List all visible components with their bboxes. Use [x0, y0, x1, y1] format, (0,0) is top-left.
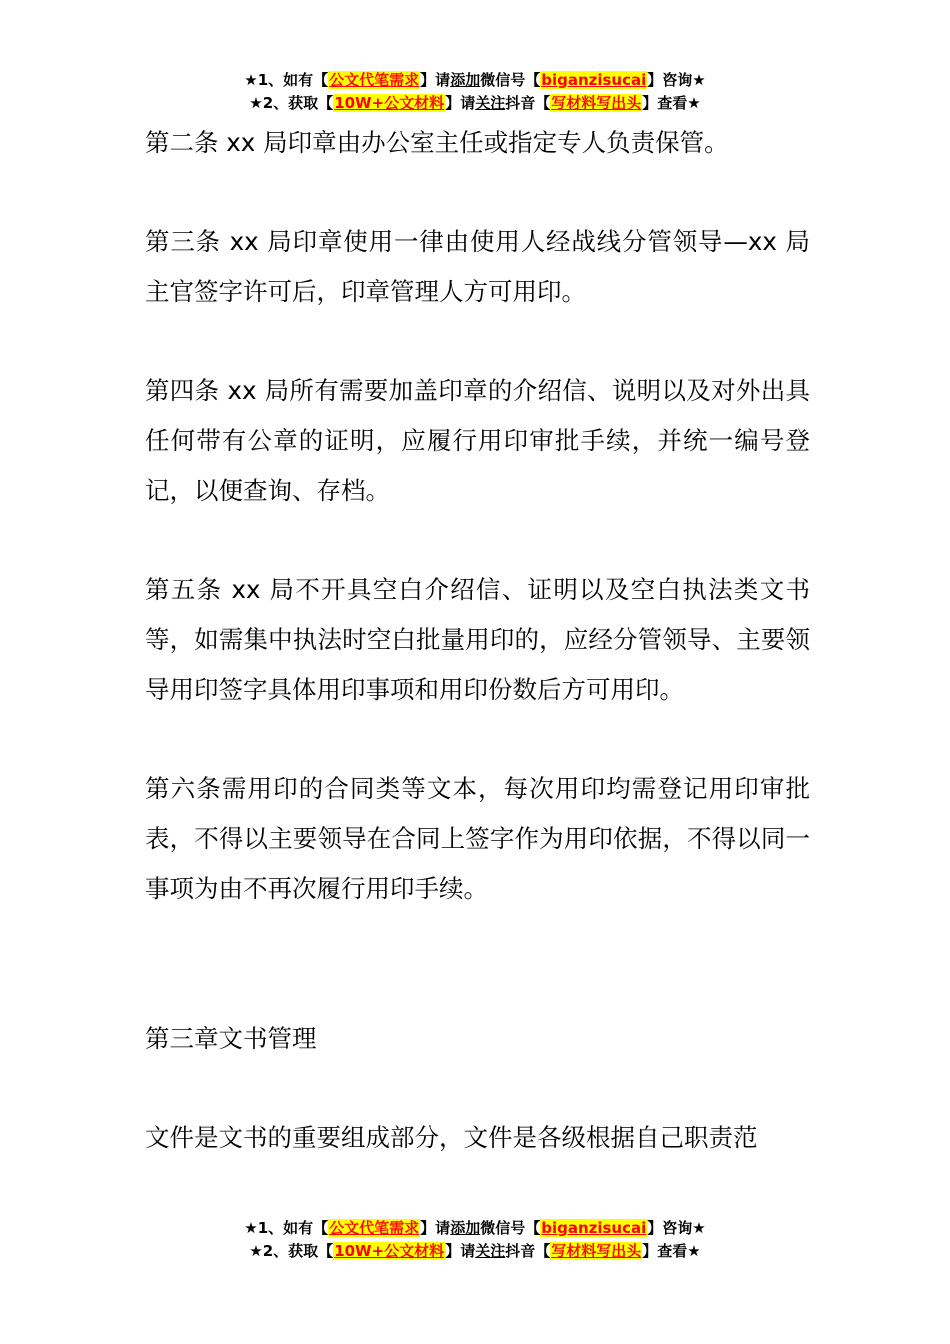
- banner-line-2: ★2、获取【10W+公文材料】请关注抖音【写材料写出头】查看★: [249, 94, 701, 112]
- banner-line-1: ★1、如有【公文代笔需求】请添加微信号【biganzisucai】咨询★: [244, 1219, 706, 1237]
- article-3: 第三条 xx 局印章使用一律由使用人经战线分管领导—xx 局主官签字许可后，印章管理人方可用印。: [145, 227, 810, 306]
- chapter-heading: 第三章文书管理: [145, 1024, 317, 1053]
- banner-line-1: ★1、如有【公文代笔需求】请添加微信号【biganzisucai】咨询★: [244, 71, 706, 89]
- banner-line-2: ★2、获取【10W+公文材料】请关注抖音【写材料写出头】查看★: [249, 1242, 701, 1260]
- banner-wechat-id: biganzisucai: [541, 1219, 647, 1237]
- header-banner: [0, 69, 950, 115]
- article-4: 第四条 xx 局所有需要加盖印章的介绍信、说明以及对外出具任何带有公章的证明，应履行用印审批手续，并统一编号登记，以便查询、存档。: [145, 376, 810, 505]
- banner-highlight: 公文代笔需求: [329, 71, 420, 89]
- footer-banner: [0, 1217, 950, 1263]
- article-6: 第六条需用印的合同类等文本，每次用印均需登记用印审批表，不得以主要领导在合同上签字作为用印依据，不得以同一事项为由不再次履行用印手续。: [145, 774, 810, 903]
- paragraph-documents: 文件是文书的重要组成部分，文件是各级根据自己职责范: [145, 1123, 758, 1152]
- article-5: 第五条 xx 局不开具空白介绍信、证明以及空白执法类文书等，如需集中执法时空白批量用印的，应经分管领导、主要领导用印签字具体用印事项和用印份数后方可用印。: [145, 575, 810, 704]
- banner-douyin-id: 写材料写出头: [551, 94, 642, 112]
- banner-highlight: 10W+公文材料: [334, 94, 445, 112]
- banner-douyin-id: 写材料写出头: [551, 1242, 642, 1260]
- document-body: [145, 118, 810, 1212]
- banner-wechat-id: biganzisucai: [541, 71, 647, 89]
- banner-highlight: 公文代笔需求: [329, 1219, 420, 1237]
- article-2: 第二条 xx 局印章由办公室主任或指定专人负责保管。: [145, 128, 729, 157]
- banner-highlight: 10W+公文材料: [334, 1242, 445, 1260]
